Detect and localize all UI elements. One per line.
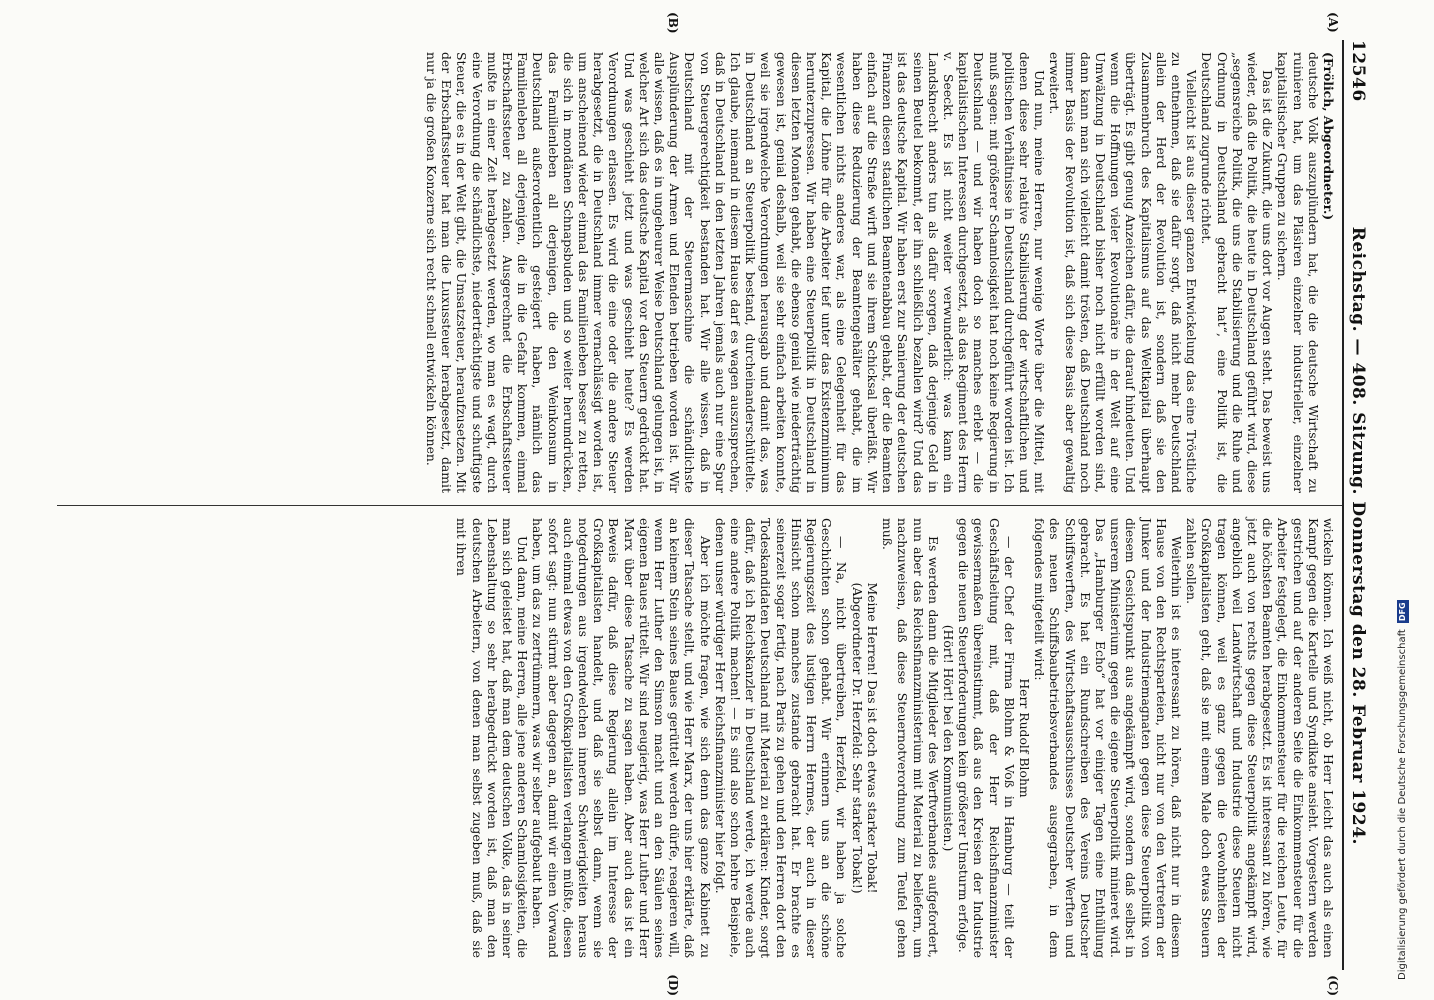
paragraph: deutsche Volk auszuplündern hat, die die deutsche Wirtschaft zu ruinieren hat, um das Pläsiren einzelner industrieller, einzelner kapitalistischer Gruppen zu sichern. (1275, 52, 1321, 493)
margin-marker-a: (A) (1326, 12, 1340, 33)
paragraph: (Frölich, Abgeordneter.) (1321, 52, 1336, 221)
paragraph: Meine Herren! Das ist doch etwas starker Tobak! (864, 582, 880, 894)
margin-marker-d: (D) (666, 974, 680, 996)
paragraph: Und dann, meine Herren, alle jene anderen Schamlosigkeiten, die man sich geleistet hat, daß man dem deutschen Volke, das in seiner Lebenshaltung so sehr herabgedrückt worden ist, daß man den deutschen Arbeitern, von denen man selbst zugeben muß, daß sie mit ihren (454, 518, 531, 958)
paragraph: (Abgeordneter Dr. Herzfeld: Sehr starker Tobak!) (849, 582, 865, 894)
session-title: Reichstag. — 408. Sitzung. Donnerstag den 28. Februar 1924. (1348, 226, 1368, 845)
left-column (57, 40, 1342, 505)
margin-marker-c: (C) (1326, 975, 1340, 996)
paragraph: wickeln können. Ich weiß nicht, ob Herr Leicht das auch als einen Kampf gegen die Kartelle und Syndikate ansieht. Vorgestern werden gestrichen und auf der anderen Seite die Einkommensteuer für die Arbeiter festgelegt, die Einkommensteuer für die reichen Leute, für die höchsten Beamten herabgesetzt. Es ist interessant zu hören, wie jetzt auch von rechts gegen diese Steuerpolitik angekämpft wird, angeblich weil Landwirtschaft und Industrie diese Steuern nicht tragen können, weil es ganz gegen die Gewohnheiten der Großkapitalisten geht, daß sie mit einem Male doch etwas Steuern zahlen sollen. (1184, 518, 1336, 958)
paragraph: Das ist die Zukunft, die uns dort vor Augen steht. Das beweist uns wieder, daß die Politik, die heute in Deutschland geführt wird, diese „segensreiche Politik, die uns die Stabilisierung und die Ruhe und Ordnung in Deutschland gebracht hat“, eine Politik ist, die Deutschland zugrunde richtet. (1199, 52, 1276, 493)
paragraph: Weiterhin ist es interessant zu hören, daß nicht nur in diesem Hause von den Rechtsparteien, nicht nur von den Vertretern der Junker und der Industriemagnaten gegen diese Steuerpolitik von diesem Gesichtspunkt aus angekämpft wird, sondern daß selbst in unserem Ministerium gegen die eigene Steuerpolitik minieret wird. Das „Hamburger Echo“ hat vor einiger Tagen eine Enthüllung gebracht. Es hat ein Rundschreiben des Vereins Deutscher Schiffswerften, des Wirtschaftsausschusses Deutscher Werften und des neuen Schiffsbaubetriebsverbandes ausgegraben, in dem folgendes mitgeteilt wird: (1032, 518, 1184, 958)
footer-credit: Digitalisierung gefördert durch die Deutsche Forschungsgemeinschaft (1397, 629, 1408, 980)
paragraph: Und nun, meine Herren, nur wenige Worte über die Mittel, mit denen diese sehr relative Stabilisierung der wirtschaftlichen und politischen Verhältnisse in Deutschland durchgeführt worden ist. Ich muß sagen: mit größerer Schamlosigkeit hat noch keine Regierung in Deutschland — und wir haben doch so manches erlebt — die kapitalistischen Interessen durchgesetzt, als das Regiment des Herrn v. Seeckt. Es ist nicht weiter verwunderlich: was kann ein Landsknecht anders tun als dafür sorgen, daß derjenige Geld in seinen Beutel bekommt, der ihn schließlich bezahlen wird? Und das ist das deutsche Kapital. Wir haben erst zur Sanierung der deutschen Finanzen diesen staatlichen Beamtenabbau gehabt, der die Beamten einfach auf die Straße wirft und sie ihrem Schicksal überläßt. Wir haben diese Reduzierung der Beamtengehälter gehabt, die im wesentlichen nichts anderes war, als eine Gelegenheit für das Kapital, die Löhne für die Arbeiter tief unter das Existenzminimum herunterzupressen. Wir haben eine Steuerpolitik in Deutschland in diesen letzten Monaten gehabt, die ebenso genial wie niederträchtig gewesen ist, genial deshalb, weil sie sehr einfach arbeiten konnte, weil sie irgendwelche Verordnungen herausgab und damit das, was in Deutschland an Steuerpolitik bestand, durcheinanderschüttelte. Ich glaube, niemand in diesem Hause darf es wagen auszusprechen, daß in Deutschland in den letzten Jahren jemals auch nur eine Spur von Steuergerechtigkeit bestanden hat. Wir alle wissen, daß in Deutschland mit der Steuermaschine die schändlichste Ausplünderung der Armen und Elenden betrieben worden ist. Wir alle wissen, daß es in ungeheurer Weise Deutschland gelungen ist, in welcher Art sich das deutsche Kapital vor den Steuern gedrückt hat. Und was geschieht jetzt und was geschieht heute? Es werden Verordnungen erlassen. Es wird die eine oder die andere Steuer herabgesetzt, die in Deutschland immer vernachlässigt worden ist, um anscheinend wieder einmal das Familienleben besser zu retten, die sich in mondänen Schnapsbuden und so weiter herumdrücken, das Familienleben all derjenigen, die den Weinkonsum in Deutschland außerordentlich gesteigert haben, nämlich das Familienleben all derjenigen, die in die Gefahr kommen, einmal Erbschaftssteuer zu zahlen. Ausgerechnet die Erbschaftssteuer mußte in einer Zeit herabgesetzt werden, wo man es wagt, durch eine Verordnung die schändlichste, niederträchtigste und schuftigste Steuer, die es in der Welt gibt, die Umsatzsteuer, heraufzusetzen. Mit der Erbschaftssteuer hat man die Luxussteuer herabgesetzt, damit nur ja die großen Konzerne sich recht schnell entwickeln können. (424, 52, 1048, 493)
paragraph: — der Chef der Firma Blohm & Voß in Hamburg — teilt der Geschäftsleitung mit, daß der Herr Reichsfinanzminister gewissermaßen übereinstimmt, daß aus den Kreisen der Industrie gegen die neuen Steuerforderungen kein größerer Umsturm erfolge. (956, 518, 1017, 958)
page-header (1342, 40, 1372, 970)
paragraph: Aber ich möchte fragen, wie sich denn das ganze Kabinett zu dieser Tatsache stellt, und wie Herr Marx, der uns hier erklärte, daß an keinem Stein seines Baues gerüttelt werden dürfe, reagieren will, wenn Herr Luther den Simson macht und an den Säulen seines eigenen Baues rüttelt. Wir sind neugierig, was Herr Luther und Herr Marx über diese Tatsache zu sagen haben. Aber auch das ist ein Beweis dafür, daß diese Regierung allein im Interesse der Großkapitalisten handelt, und daß sie selbst dann, wenn sie notgedrungen aus irgendwelchen inneren Schwierigkeiten heraus auch einmal etwas von den Großkapitalisten verlangen müßte, diesen sofort sagt: nun stürmt aber dagegen an, damit wir einen Vorwand haben, um das zu zertrümmern, was wir selber aufgebaut haben. (530, 518, 713, 958)
paragraph: Es werden dann die Mitglieder des Werftverbandes aufgefordert, nun aber das Reichsfinanzministerium mit Material zu beliefern, um nachzuweisen, daß diese Steuernotverordnung zum Teufel gehen muß. (880, 518, 941, 958)
dfg-logo-icon: DFG (1398, 602, 1407, 622)
digitization-footer (1388, 20, 1418, 980)
paragraph: — Na, nicht übertreiben, Herzfeld, wir haben ja solche Geschichten schon gehabt. Wir erinnern uns an die schöne Regierungszeit des lustigen Herrn Hermes, der auch in dieser Hinsicht schon manches zustande gebracht hat. Er brachte es seinerzeit sogar fertig, nach Paris zu gehen und den Herren dort den Todeskandidaten Deutschland mit Material zu erklären: Kinder, sorgt dafür, daß ich Reichskanzler in Deutschland werde, ich werde auch eine andere Politik machen! — Es sind also schon hehre Beispiele, denen unser würdiger Herr Reichsfinanzminister hier folgt. (712, 518, 850, 958)
paragraph: (Hört! Hört! bei den Kommunisten.) (940, 624, 956, 852)
paragraph: Vielleicht ist aus dieser ganzen Entwickelung das eine Tröstliche zu entnehmen, daß sie dafür sorgt, daß nicht mehr Deutschland allein der Herd der Revolution ist, sondern daß sie den Zusammenbruch des Kapitalismus auf das Weltkapital überhaupt überträgt. Es gibt genug Anzeichen dafür, die darauf hindeuten. Und wenn die Hoffnungen vieler Revolutionäre in der Welt auf eine Umwälzung in Deutschland bisher noch nicht erfüllt worden sind, dann kann man sich vielleicht damit trösten, daß Deutschland noch immer Basis der Revolution ist, daß sich diese Basis aber gewaltig erweitert. (1047, 52, 1200, 493)
page-number: 12546 (1348, 40, 1368, 102)
right-column (57, 505, 1342, 970)
newspaper-sheet (40, 0, 1380, 1000)
margin-marker-b: (B) (666, 12, 680, 34)
paragraph: Herr Rudolf Blohm (1016, 678, 1032, 798)
